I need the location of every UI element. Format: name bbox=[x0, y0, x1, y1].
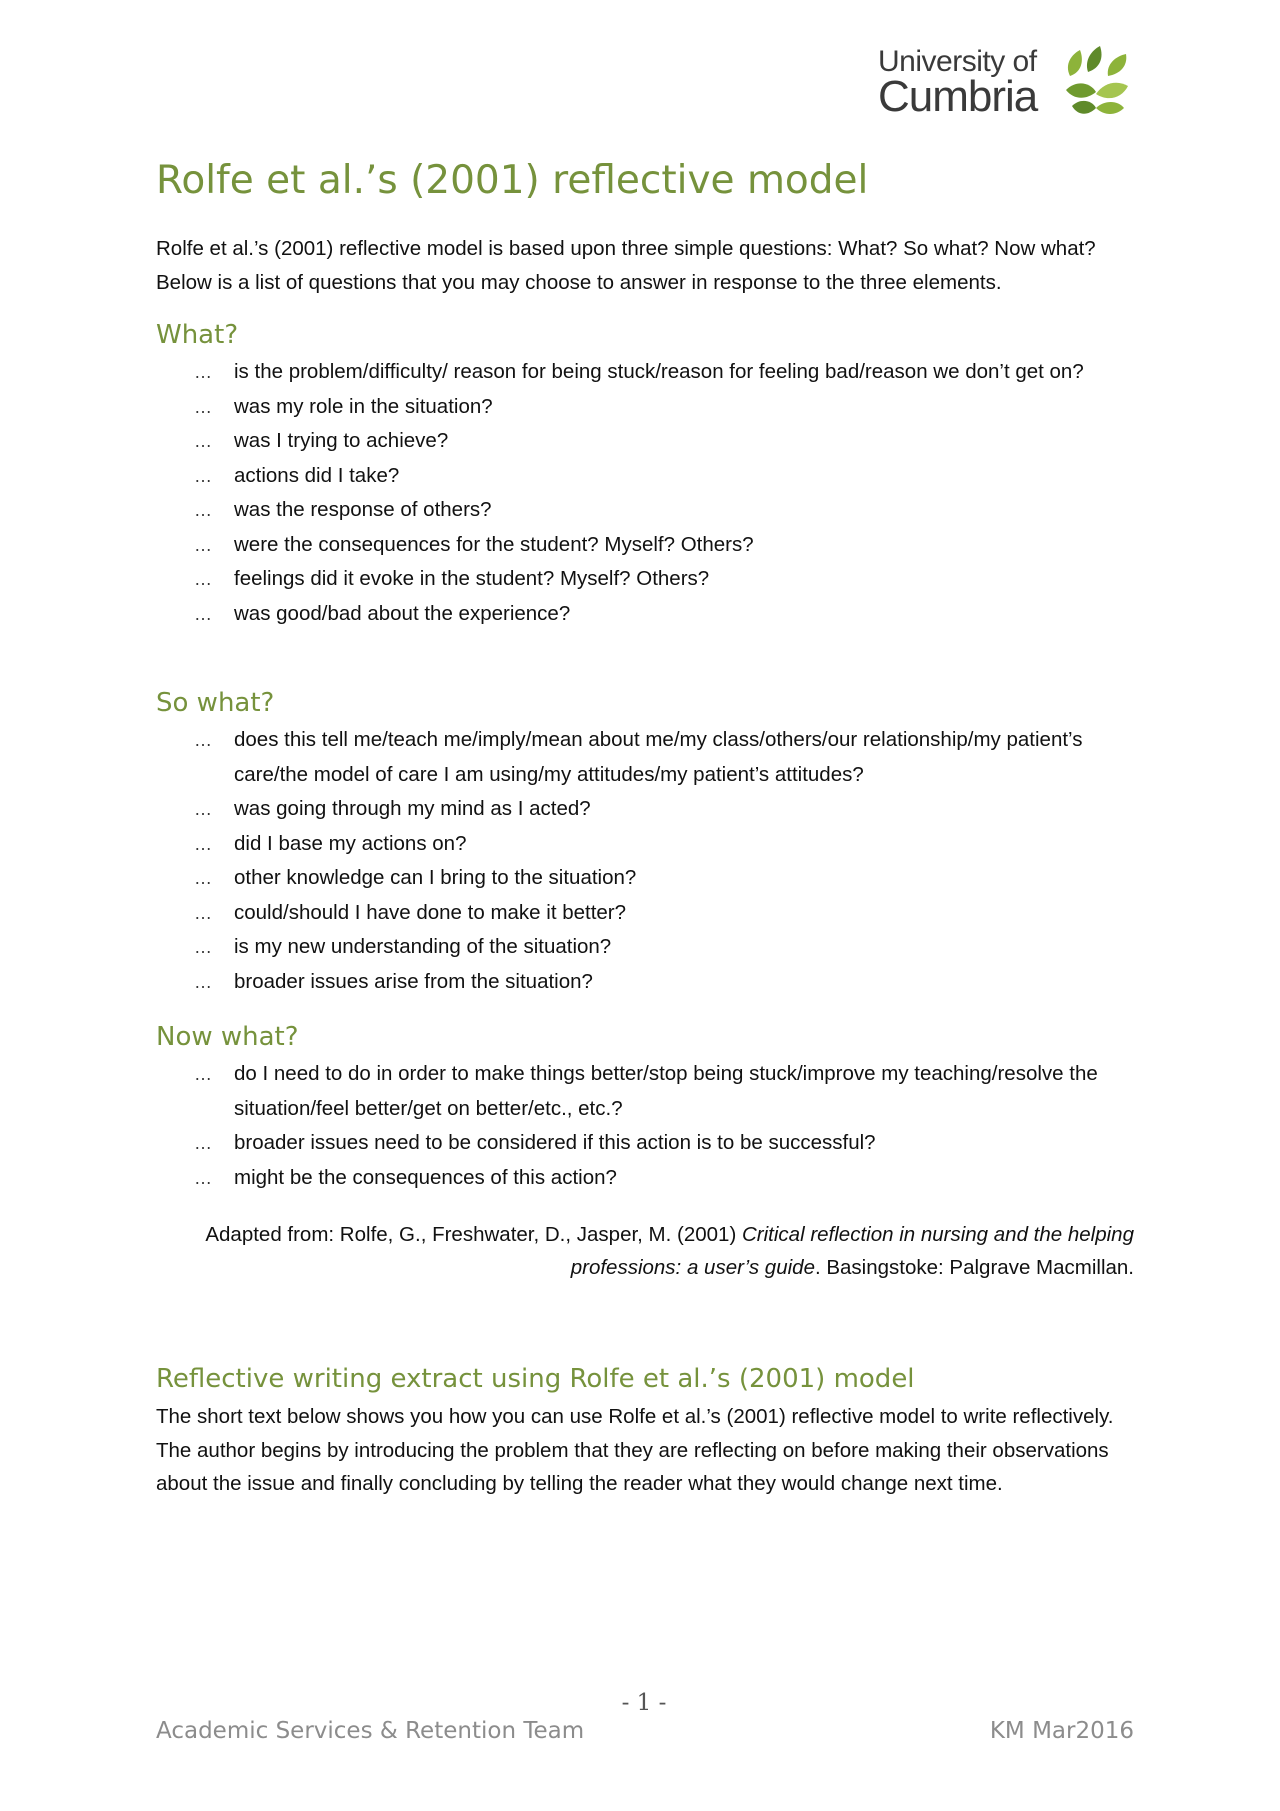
ellipsis-marker: … bbox=[194, 799, 213, 819]
ellipsis-marker: … bbox=[194, 1133, 213, 1153]
list-item: … does this tell me/teach me/imply/mean about me/my class/others/our relationship/my patient’s care/the model of care I am using/my attitudes/my patient’s attitudes? bbox=[156, 723, 1136, 792]
list-item: … is the problem/difficulty/ reason for being stuck/reason for feeling bad/reason we don’t get on? bbox=[156, 355, 1136, 390]
list-item: … might be the consequences of this action? bbox=[156, 1161, 1136, 1196]
leaves-logo-icon bbox=[1062, 46, 1130, 118]
ellipsis-marker: … bbox=[194, 730, 213, 750]
list-item: … feelings did it evoke in the student? Myself? Others? bbox=[156, 562, 1136, 597]
reference-book-title: Critical reflection in nursing and the helping professions: a user’s guide bbox=[570, 1223, 1134, 1279]
list-item: … was my role in the situation? bbox=[156, 390, 1136, 425]
logo-text-line1: University of bbox=[878, 45, 1037, 78]
ellipsis-marker: … bbox=[194, 431, 213, 451]
section-heading-so-what: So what? bbox=[156, 688, 275, 718]
list-item: … broader issues need to be considered if this action is to be successful? bbox=[156, 1126, 1136, 1161]
reference-citation bbox=[200, 1218, 1134, 1284]
ellipsis-marker: … bbox=[194, 534, 213, 555]
logo-text-line2: Cumbria bbox=[878, 72, 1038, 121]
list-item: … did I base my actions on? bbox=[156, 827, 1136, 862]
ellipsis-marker: … bbox=[194, 1167, 213, 1188]
list-item: … broader issues arise from the situation? bbox=[156, 965, 1136, 1000]
page-number: - 1 - bbox=[621, 1690, 667, 1716]
list-item: … was I trying to achieve? bbox=[156, 424, 1136, 459]
ellipsis-marker: … bbox=[194, 569, 213, 589]
intro-paragraph: Rolfe et al.’s (2001) reflective model is based upon three simple questions: What? So what? Now what? Below is a list of questions that you may choose to answer in response to the three elements. bbox=[156, 237, 1096, 294]
list-item: … do I need to do in order to make things better/stop being stuck/improve my teaching/resolve the situation/feel better/get on better/etc., etc.? bbox=[156, 1057, 1136, 1126]
ellipsis-marker: … bbox=[194, 362, 213, 382]
university-logo bbox=[878, 44, 1130, 120]
ellipsis-marker: … bbox=[194, 500, 213, 520]
footer-team: Academic Services & Retention Team bbox=[156, 1718, 585, 1744]
section-heading-what: What? bbox=[156, 320, 239, 350]
list-item: … is my new understanding of the situation? bbox=[156, 930, 1136, 965]
extract-paragraph: The short text below shows you how you can use Rolfe et al.’s (2001) reflective model to write reflectively. The author begins by introducing the problem that they are reflecting on before making their observations about the issue and finally concluding by telling the reader what they would change next time. bbox=[156, 1405, 1114, 1495]
extract-heading: Reflective writing extract using Rolfe et al.’s (2001) model bbox=[156, 1364, 915, 1394]
ellipsis-marker: … bbox=[194, 396, 213, 417]
reference-prefix: Adapted from: Rolfe, G., Freshwater, D., Jasper, M. (2001) bbox=[205, 1223, 742, 1246]
ellipsis-marker: … bbox=[194, 868, 213, 888]
ellipsis-marker: … bbox=[194, 1064, 213, 1084]
list-item: … could/should I have done to make it better? bbox=[156, 896, 1136, 931]
list-item: … other knowledge can I bring to the situation? bbox=[156, 861, 1136, 896]
ellipsis-marker: … bbox=[194, 971, 213, 992]
list-item: … actions did I take? bbox=[156, 459, 1136, 494]
now-what-question-list bbox=[156, 1057, 1136, 1195]
reference-suffix: . Basingstoke: Palgrave Macmillan. bbox=[814, 1256, 1134, 1279]
page-title: Rolfe et al.’s (2001) reflective model bbox=[156, 158, 869, 203]
ellipsis-marker: … bbox=[194, 937, 213, 957]
what-question-list bbox=[156, 355, 1136, 631]
list-item: … was going through my mind as I acted? bbox=[156, 792, 1136, 827]
ellipsis-marker: … bbox=[194, 465, 213, 486]
ellipsis-marker: … bbox=[194, 833, 213, 854]
list-item: … were the consequences for the student? Myself? Others? bbox=[156, 528, 1136, 563]
list-item: … was the response of others? bbox=[156, 493, 1136, 528]
so-what-question-list bbox=[156, 723, 1136, 999]
list-item: … was good/bad about the experience? bbox=[156, 597, 1136, 632]
footer-date: KM Mar2016 bbox=[989, 1718, 1134, 1744]
ellipsis-marker: … bbox=[194, 902, 213, 923]
ellipsis-marker: … bbox=[194, 603, 213, 624]
section-heading-now-what: Now what? bbox=[156, 1022, 299, 1052]
